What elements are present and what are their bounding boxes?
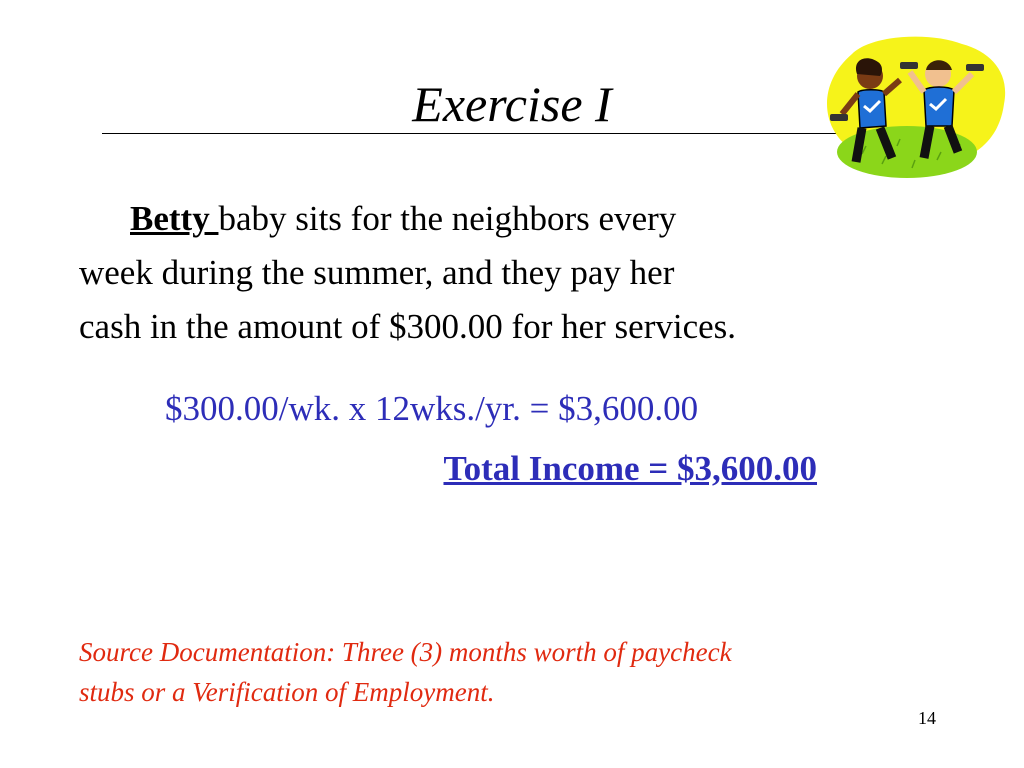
paragraph-line-2: week during the summer, and they pay her — [79, 253, 675, 292]
exercising-people-clipart-icon — [812, 34, 1012, 184]
source-line-2: stubs or a Verification of Employment. — [79, 677, 495, 707]
title-divider — [102, 133, 842, 134]
source-documentation — [79, 632, 959, 712]
exercise-paragraph — [79, 192, 959, 354]
income-calculation: $300.00/wk. x 12wks./yr. = $3,600.00 — [165, 389, 699, 428]
total-income: Total Income = $3,600.00 — [443, 449, 817, 488]
slide-title: Exercise I — [412, 76, 612, 132]
source-line-1: Source Documentation: Three (3) months worth of paycheck — [79, 637, 732, 667]
paragraph-line-1: baby sits for the neighbors every — [218, 199, 677, 238]
paragraph-line-3: cash in the amount of $300.00 for her services. — [79, 307, 737, 346]
page-number: 14 — [918, 708, 936, 728]
person-name: Betty — [130, 199, 219, 238]
